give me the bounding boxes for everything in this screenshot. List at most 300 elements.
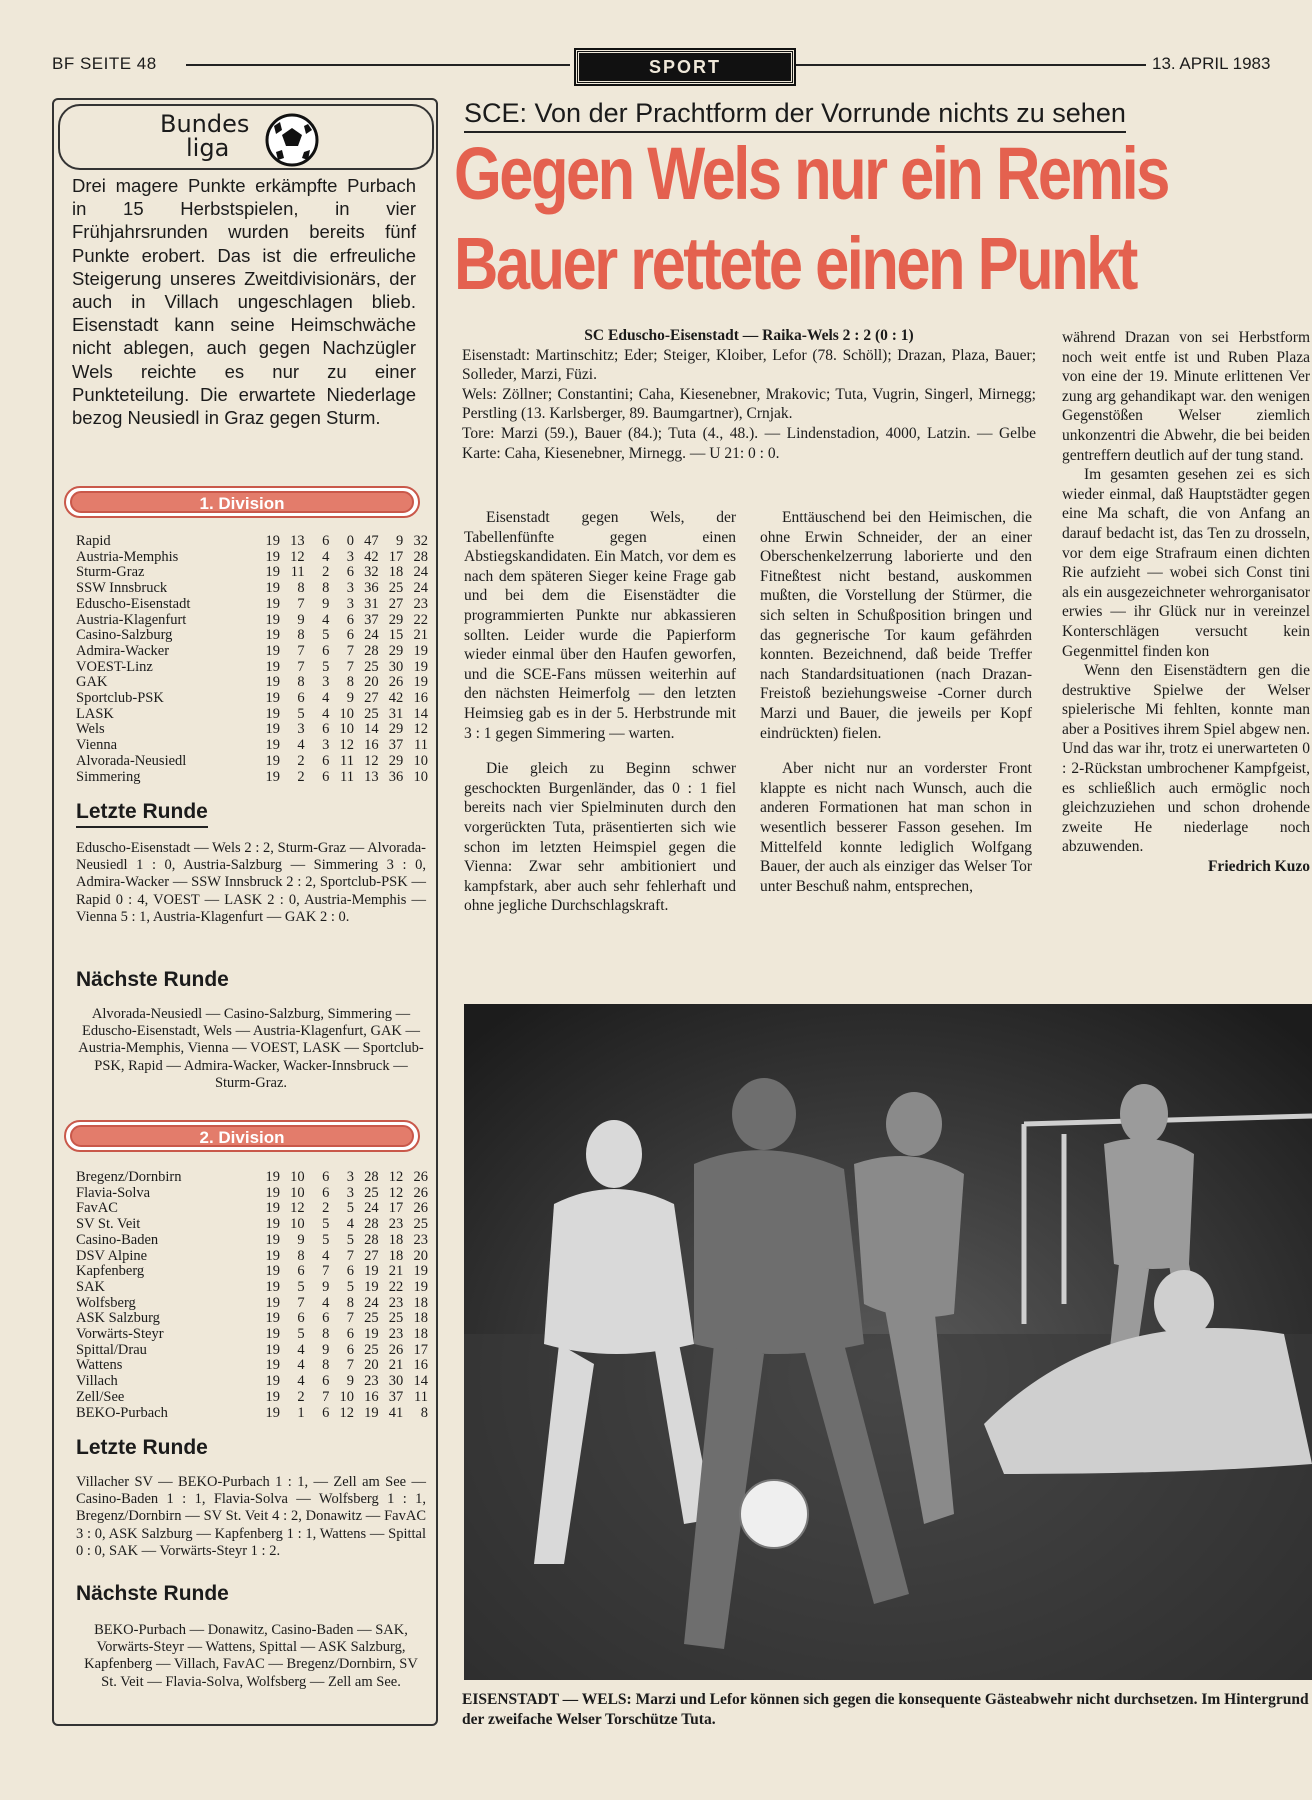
headline-line1: Gegen Wels nur ein Remis — [454, 132, 1168, 215]
stat-cell: 3 — [346, 580, 354, 597]
match-facts — [462, 326, 1036, 463]
division2-last-round-text: Villacher SV — BEKO-Purbach 1 : 1, — Zell am See — Casino-Baden 1 : 1, Flavia-Solva — Wolfsberg 1 : 1, Bregenz/Dornbirn — SV St. Veit 4 : 2, Donawitz — FavAC 3 : 0, ASK Salzburg — Kapfenberg 1 : 1, Wattens — Spittal 0 : 0, SAK — Vorwärts-Steyr 1 : 2. — [76, 1474, 426, 1559]
standings-row — [76, 581, 428, 597]
stat-cell: 8 — [297, 580, 305, 597]
stat-cell: 26 — [388, 1341, 404, 1358]
standings-row — [76, 1390, 428, 1406]
stat-cell: 4 — [322, 690, 330, 707]
team-name: LASK — [76, 705, 114, 722]
stat-cell: 6 — [322, 1184, 330, 1201]
stat-cell: 25 — [364, 1310, 379, 1327]
standings-row — [76, 660, 428, 676]
team-name: Wels — [76, 721, 105, 738]
stat-cell: 22 — [413, 611, 428, 628]
stat-cell: 19 — [265, 737, 281, 754]
stat-cell: 11 — [414, 1388, 428, 1405]
stat-cell: 7 — [297, 658, 305, 675]
team-name: Austria-Klagenfurt — [76, 611, 187, 628]
bundesliga-logo-box — [58, 104, 434, 170]
stat-cell: 25 — [388, 1310, 404, 1327]
stat-cell: 27 — [388, 595, 404, 612]
standings-row — [76, 738, 428, 754]
team-name: Sturm-Graz — [76, 564, 145, 581]
stat-cell: 7 — [322, 1388, 330, 1405]
team-name: Sportclub-PSK — [76, 690, 164, 707]
stat-cell: 19 — [265, 1200, 281, 1217]
stat-cell: 25 — [388, 580, 404, 597]
stat-cell: 36 — [364, 580, 379, 597]
standings-row — [76, 1327, 428, 1343]
stat-cell: 27 — [364, 690, 379, 707]
stat-cell: 19 — [265, 1263, 281, 1280]
stat-cell: 12 — [413, 721, 428, 738]
division2-last-round-heading: Letzte Runde — [76, 1436, 208, 1459]
stat-cell: 25 — [364, 705, 379, 722]
team-name: Casino-Salzburg — [76, 627, 173, 644]
stat-cell: 4 — [297, 1341, 305, 1358]
stat-cell: 6 — [322, 1310, 330, 1327]
stat-cell: 10 — [290, 1184, 305, 1201]
stat-cell: 27 — [364, 1247, 379, 1264]
division1-banner — [64, 486, 420, 518]
stat-cell: 16 — [413, 1357, 428, 1374]
stat-cell: 9 — [297, 611, 305, 628]
stat-cell: 12 — [364, 752, 379, 769]
team-name: Zell/See — [76, 1388, 125, 1405]
stat-cell: 24 — [413, 580, 428, 597]
stat-cell: 2 — [322, 1200, 330, 1217]
stat-cell: 37 — [388, 1388, 404, 1405]
stat-cell: 19 — [413, 658, 428, 675]
stat-cell: 30 — [388, 1373, 404, 1390]
stat-cell: 8 — [420, 1404, 428, 1421]
stat-cell: 6 — [297, 1263, 305, 1280]
standings-row — [76, 707, 428, 723]
stat-cell: 29 — [388, 721, 404, 738]
standings-row — [76, 1406, 428, 1422]
stat-cell: 7 — [346, 1357, 354, 1374]
division2-next-round-heading: Nächste Runde — [76, 1582, 229, 1605]
stat-cell: 7 — [346, 642, 354, 659]
stat-cell: 4 — [322, 705, 330, 722]
stat-cell: 5 — [322, 1216, 330, 1233]
stat-cell: 7 — [297, 1294, 305, 1311]
stat-cell: 19 — [265, 1388, 281, 1405]
lineup-wels: Wels: Zöllner; Constantini; Caha, Kiesenebner, Mrakovic; Tuta, Vugrin, Singerl, Mirnegg; Perstling (13. Karlsberger, 89. Baumgartner), Crnjak. — [462, 385, 1036, 423]
stat-cell: 5 — [322, 658, 330, 675]
stat-cell: 11 — [290, 564, 305, 581]
stat-cell: 9 — [346, 690, 354, 707]
team-name: Casino-Baden — [76, 1231, 159, 1248]
stat-cell: 19 — [265, 1404, 281, 1421]
stat-cell: 6 — [322, 533, 330, 549]
stat-cell: 12 — [339, 737, 354, 754]
stat-cell: 14 — [413, 705, 428, 722]
stat-cell: 29 — [388, 611, 404, 628]
stat-cell: 25 — [364, 658, 379, 675]
stat-cell: 10 — [339, 705, 354, 722]
stat-cell: 20 — [413, 1247, 428, 1264]
bundesliga-sidebar — [52, 98, 438, 1726]
stat-cell: 17 — [413, 1341, 428, 1358]
stat-cell: 5 — [297, 705, 305, 722]
stat-cell: 26 — [413, 1184, 428, 1201]
standings-row — [76, 1343, 428, 1359]
col3-paragraph: Im gesamten gesehen zei es sich wieder einmal, daß Hauptstädter gegen eine Ma schaft, die von Anfang an darauf bedacht ist, das Ten zu drosseln, vor dem eige Strafraum einen dichten Rie aufzieht — wobei sich Const tini als ein ausgezeichneter wehrorganisator erwies — ihr Glück nur in vereinzel Konterschlägen versucht kein Gegenmittel finden kon — [1062, 466, 1310, 660]
stat-cell: 19 — [265, 658, 281, 675]
team-name: Villach — [76, 1373, 118, 1390]
stat-cell: 23 — [388, 1326, 404, 1343]
stat-cell: 19 — [265, 752, 281, 769]
team-name: Wattens — [76, 1357, 123, 1374]
team-name: VOEST-Linz — [76, 658, 153, 675]
stat-cell: 8 — [297, 1247, 305, 1264]
stat-cell: 7 — [346, 1310, 354, 1327]
team-name: Admira-Wacker — [76, 642, 170, 659]
stat-cell: 19 — [413, 642, 428, 659]
col2-paragraph: Aber nicht nur an vorderster Front klappte es nicht nach Wunsch, auch die anderen Formationen hat man schon in wesentlich besserer Fasson gesehen. Im Mittelfeld konnte lediglich Wolfgang Bauer, der auch als einziger das Welser Tor unter Beschuß nahm, entsprechen, — [760, 760, 1032, 895]
stat-cell: 19 — [413, 1278, 428, 1295]
lineup-eisenstadt: Eisenstadt: Martinschitz; Eder; Steiger, Kloiber, Lefor (78. Schöll); Drazan, Plaza, Bauer; Solleder, Marzi, Füzi. — [462, 346, 1036, 384]
standings-row — [76, 770, 428, 786]
stat-cell: 16 — [364, 1388, 379, 1405]
stat-cell: 6 — [346, 627, 354, 644]
stat-cell: 4 — [322, 1294, 330, 1311]
standings-row — [76, 644, 428, 660]
stat-cell: 9 — [297, 1231, 305, 1248]
team-name: FavAC — [76, 1200, 118, 1217]
col3-paragraph: Wenn den Eisenstädtern gen die destruktive Spielwe der Welser spielerische Mi fehlten, konnte man aber a Positives ihrem Spiel abgew nen. Und das war ihr, trotz ei unerwarteten 0 : 2-Rückstan umbrochener Kampfgeist, es schließlich auch ermöglic noch gleichzuziehen und schon drohende zweite He niederlage noch abzuwenden. — [1062, 662, 1310, 856]
division1-next-round-text: Alvorada-Neusiedl — Casino-Salzburg, Simmering — Eduscho-Eisenstadt, Wels — Austria-Klagenfurt, GAK — Austria-Memphis, Vienna — VOEST, LASK — Sportclub-PSK, Rapid — Admira-Wacker, Wacker-Innsbruck — Sturm-Graz. — [78, 1006, 424, 1091]
stat-cell: 4 — [346, 1216, 354, 1233]
stat-cell: 19 — [265, 1216, 281, 1233]
stat-cell: 9 — [346, 1373, 354, 1390]
standings-row — [76, 1296, 428, 1312]
stat-cell: 19 — [265, 1294, 281, 1311]
stat-cell: 8 — [346, 1294, 354, 1311]
stat-cell: 18 — [413, 1294, 428, 1311]
stat-cell: 3 — [346, 1184, 354, 1201]
stat-cell: 31 — [364, 595, 379, 612]
team-name: Vorwärts-Steyr — [76, 1326, 164, 1343]
standings-row — [76, 722, 428, 738]
stat-cell: 21 — [388, 1357, 404, 1374]
team-name: Eduscho-Eisenstadt — [76, 595, 191, 612]
stat-cell: 5 — [346, 1231, 354, 1248]
stat-cell: 19 — [265, 595, 281, 612]
team-name: Spittal/Drau — [76, 1341, 147, 1358]
standings-row — [76, 1280, 428, 1296]
stat-cell: 2 — [297, 768, 305, 785]
stat-cell: 5 — [346, 1200, 354, 1217]
stat-cell: 21 — [413, 627, 428, 644]
stat-cell: 1 — [297, 1404, 305, 1421]
team-name: Wolfsberg — [76, 1294, 136, 1311]
stat-cell: 12 — [290, 548, 305, 565]
stat-cell: 19 — [265, 1326, 281, 1343]
team-name: BEKO-Purbach — [76, 1404, 168, 1421]
stat-cell: 29 — [388, 642, 404, 659]
stat-cell: 7 — [346, 1247, 354, 1264]
stat-cell: 19 — [413, 1263, 428, 1280]
standings-row — [76, 565, 428, 581]
stat-cell: 19 — [265, 1310, 281, 1327]
stat-cell: 12 — [339, 1404, 354, 1421]
stat-cell: 36 — [388, 768, 404, 785]
team-name: Austria-Memphis — [76, 548, 179, 565]
stat-cell: 8 — [322, 1357, 330, 1374]
logo-line1: Bundes — [160, 110, 250, 138]
standings-row — [76, 1374, 428, 1390]
stat-cell: 28 — [364, 1216, 379, 1233]
stat-cell: 26 — [388, 674, 404, 691]
stat-cell: 9 — [322, 1278, 330, 1295]
page-label: BF SEITE 48 — [52, 54, 157, 73]
stat-cell: 9 — [396, 533, 404, 549]
stat-cell: 24 — [364, 1294, 379, 1311]
stat-cell: 14 — [413, 1373, 428, 1390]
section-label: SPORT — [576, 50, 794, 84]
standings-row — [76, 1233, 428, 1249]
standings-row — [76, 1217, 428, 1233]
stat-cell: 5 — [322, 627, 330, 644]
stat-cell: 19 — [265, 642, 281, 659]
stat-cell: 3 — [346, 595, 354, 612]
team-name: Alvorada-Neusiedl — [76, 752, 187, 769]
stat-cell: 28 — [364, 642, 379, 659]
stat-cell: 26 — [413, 1169, 428, 1185]
stat-cell: 5 — [322, 1231, 330, 1248]
team-name: SSW Innsbruck — [76, 580, 168, 597]
stat-cell: 26 — [413, 1200, 428, 1217]
stat-cell: 22 — [388, 1278, 404, 1295]
stat-cell: 30 — [388, 658, 404, 675]
football-scene-image — [464, 1004, 1312, 1680]
stat-cell: 8 — [297, 627, 305, 644]
stat-cell: 11 — [414, 737, 428, 754]
stat-cell: 19 — [265, 1357, 281, 1374]
stat-cell: 14 — [364, 721, 379, 738]
stat-cell: 6 — [322, 752, 330, 769]
article-kicker: SCE: Von der Prachtform der Vorrunde nichts zu sehen — [464, 98, 1126, 133]
stat-cell: 6 — [346, 611, 354, 628]
division2-banner — [64, 1120, 420, 1152]
stat-cell: 19 — [265, 1247, 281, 1264]
division1-title: 1. Division — [70, 491, 414, 513]
stat-cell: 10 — [413, 768, 428, 785]
match-title: SC Eduscho-Eisenstadt — Raika-Wels 2 : 2 (0 : 1) — [584, 327, 914, 344]
stat-cell: 32 — [413, 533, 428, 549]
stat-cell: 19 — [265, 674, 281, 691]
stat-cell: 19 — [265, 1373, 281, 1390]
stat-cell: 4 — [322, 548, 330, 565]
stat-cell: 15 — [388, 627, 404, 644]
stat-cell: 12 — [388, 1169, 404, 1185]
stat-cell: 8 — [297, 674, 305, 691]
stat-cell: 4 — [322, 1247, 330, 1264]
stat-cell: 23 — [388, 1216, 404, 1233]
stat-cell: 19 — [265, 768, 281, 785]
stat-cell: 19 — [265, 690, 281, 707]
stat-cell: 28 — [413, 548, 428, 565]
standings-row — [76, 1170, 428, 1186]
stat-cell: 7 — [297, 595, 305, 612]
stat-cell: 3 — [322, 674, 330, 691]
standings-row — [76, 1311, 428, 1327]
stat-cell: 25 — [413, 1216, 428, 1233]
stat-cell: 23 — [413, 1231, 428, 1248]
stat-cell: 10 — [413, 752, 428, 769]
stat-cell: 3 — [322, 737, 330, 754]
standings-row — [76, 613, 428, 629]
team-name: Flavia-Solva — [76, 1184, 151, 1201]
stat-cell: 5 — [346, 1278, 354, 1295]
col1-paragraph: Eisenstadt gegen Wels, der Tabellenfünfte gegen einen Abstiegskandidaten. Ein Match, vor dem es nach dem späteren Sieger keine Frage gab und bei dem die Eisenstädter die programmierten Punkte nur abkassieren sollten. Leider wurde die Papierform wieder einmal über den Haufen geworfen, und die SCE-Fans müssen weiterhin auf den nächsten Heimerfolg — den letzten Heimsieg gab es in der 5. Herbstrunde mit 3 : 1 gegen Simmering — warten. — [464, 509, 736, 742]
stat-cell: 24 — [413, 564, 428, 581]
article-column-1 — [464, 508, 736, 932]
photo-caption: EISENSTADT — WELS: Marzi und Lefor können sich gegen die konsequente Gästeabwehr nicht durchsetzen. Im Hintergrund der zweifache Welser Torschütze Tuta. — [462, 1691, 1309, 1728]
stat-cell: 19 — [265, 627, 281, 644]
division1-table — [76, 534, 428, 785]
stat-cell: 32 — [364, 564, 379, 581]
stat-cell: 8 — [322, 1326, 330, 1343]
stat-cell: 19 — [364, 1326, 379, 1343]
team-name: ASK Salzburg — [76, 1310, 160, 1327]
stat-cell: 42 — [364, 548, 379, 565]
standings-row — [76, 691, 428, 707]
stat-cell: 20 — [364, 674, 379, 691]
stat-cell: 28 — [364, 1169, 379, 1185]
stat-cell: 19 — [364, 1404, 379, 1421]
stat-cell: 2 — [322, 564, 330, 581]
stat-cell: 16 — [413, 690, 428, 707]
stat-cell: 37 — [388, 737, 404, 754]
stat-cell: 6 — [297, 1310, 305, 1327]
stat-cell: 19 — [265, 580, 281, 597]
standings-row — [76, 550, 428, 566]
team-name: Kapfenberg — [76, 1263, 145, 1280]
stat-cell: 9 — [322, 1341, 330, 1358]
issue-date: 13. APRIL 1983 — [1152, 54, 1271, 73]
team-name: DSV Alpine — [76, 1247, 148, 1264]
stat-cell: 17 — [388, 1200, 404, 1217]
standings-row — [76, 534, 428, 550]
stat-cell: 4 — [297, 737, 305, 754]
stat-cell: 12 — [290, 1200, 305, 1217]
stat-cell: 7 — [346, 658, 354, 675]
stat-cell: 16 — [364, 737, 379, 754]
logo-line2: liga — [186, 134, 230, 162]
col2-paragraph: Enttäuschend bei den Heimischen, die ohne Erwin Schneider, der an einer Oberschenkelzerrung laborierte und den Fitneßtest nicht bestand, auskommen mußten, die Vorstellung der Stürmer, die sich selten in Schußposition bringen und das gegnerische Tor kaum gefährden konnten. Bezeichnend, daß beide Treffer nach Standardsituationen (nach Drazan-Freistoß beziehungsweise -Corner durch Marzi und Bauer, die jeweils per Kopf eindrückten) fielen. — [760, 509, 1032, 742]
standings-row — [76, 1201, 428, 1217]
stat-cell: 6 — [346, 1326, 354, 1343]
stat-cell: 19 — [265, 611, 281, 628]
stat-cell: 41 — [388, 1404, 404, 1421]
stat-cell: 13 — [290, 533, 305, 549]
headline-line2: Bauer rettete einen Punkt — [454, 222, 1136, 305]
stat-cell: 25 — [364, 1184, 379, 1201]
stat-cell: 6 — [322, 642, 330, 659]
stat-cell: 0 — [346, 533, 354, 549]
match-photo — [464, 1004, 1312, 1680]
stat-cell: 20 — [364, 1357, 379, 1374]
team-name: Bregenz/Dornbirn — [76, 1169, 182, 1185]
stat-cell: 18 — [388, 564, 404, 581]
stat-cell: 4 — [297, 1373, 305, 1390]
stat-cell: 19 — [265, 705, 281, 722]
stat-cell: 6 — [346, 1263, 354, 1280]
stat-cell: 19 — [265, 721, 281, 738]
stat-cell: 8 — [346, 674, 354, 691]
stat-cell: 19 — [413, 674, 428, 691]
stat-cell: 12 — [388, 1184, 404, 1201]
stat-cell: 6 — [346, 1341, 354, 1358]
standings-row — [76, 1264, 428, 1280]
stat-cell: 3 — [346, 1169, 354, 1185]
stat-cell: 4 — [322, 611, 330, 628]
stat-cell: 2 — [297, 752, 305, 769]
stat-cell: 24 — [364, 1200, 379, 1217]
team-name: Vienna — [76, 737, 118, 754]
standings-row — [76, 597, 428, 613]
header-rule-right — [796, 64, 1146, 66]
stat-cell: 4 — [297, 1357, 305, 1374]
stat-cell: 42 — [388, 690, 404, 707]
stat-cell: 19 — [265, 1278, 281, 1295]
goals-line: Tore: Marzi (59.), Bauer (84.); Tuta (4., 48.). — Lindenstadion, 4000, Latzin. — Gelbe Karte: Caha, Kiesenebner, Mirnegg. — U 21: 0 : 0. — [462, 424, 1036, 462]
stat-cell: 25 — [364, 1341, 379, 1358]
division2-title: 2. Division — [70, 1125, 414, 1147]
stat-cell: 11 — [340, 768, 354, 785]
stat-cell: 19 — [364, 1263, 379, 1280]
stat-cell: 19 — [265, 564, 281, 581]
stat-cell: 24 — [364, 627, 379, 644]
standings-row — [76, 1358, 428, 1374]
sidebar-intro: Drei magere Punkte erkämpfte Purbach in 15 Herbstspielen, in vier Frühjahrsrunden wurden bereits fünf Punkte erobert. Das ist die erfreuliche Steigerung unseres Zweitdivisionärs, der auch in Villach ungeschlagen blieb. Eisenstadt kann seine Heimschwäche nicht ablegen, auch gegen Nachzügler Wels reichte es nur zu einer Punkteteilung. Die erwartete Niederlage bezog Neusiedl in Graz gegen Sturm. — [72, 175, 416, 429]
stat-cell: 5 — [297, 1326, 305, 1343]
stat-cell: 23 — [388, 1294, 404, 1311]
stat-cell: 5 — [297, 1278, 305, 1295]
standings-row — [76, 628, 428, 644]
stat-cell: 6 — [322, 721, 330, 738]
team-name: GAK — [76, 674, 108, 691]
stat-cell: 47 — [364, 533, 379, 549]
stat-cell: 3 — [297, 721, 305, 738]
stat-cell: 37 — [364, 611, 379, 628]
division2-table — [76, 1170, 428, 1421]
stat-cell: 6 — [297, 690, 305, 707]
football-icon — [264, 112, 320, 168]
stat-cell: 23 — [364, 1373, 379, 1390]
team-name: SV St. Veit — [76, 1216, 141, 1233]
col3-paragraph: während Drazan von sei Herbstform noch weit entfe ist und Ruben Plaza von eine der 19. Minute erlittenen Ver zung arg gehandikapt war. den wenigen Gegenstößen Welser ziemlich unkonzentri die Abwehr, die bei beiden gentreffern deutlich auf der tung stand. — [1062, 329, 1310, 464]
stat-cell: 18 — [413, 1310, 428, 1327]
standings-row — [76, 1249, 428, 1265]
article-author: Friedrich Kuzo — [1207, 858, 1310, 876]
stat-cell: 8 — [322, 580, 330, 597]
stat-cell: 21 — [388, 1263, 404, 1280]
stat-cell: 19 — [265, 533, 281, 549]
stat-cell: 10 — [290, 1169, 305, 1185]
stat-cell: 19 — [265, 1169, 281, 1185]
team-name: SAK — [76, 1278, 106, 1295]
division1-last-round-text: Eduscho-Eisenstadt — Wels 2 : 2, Sturm-Graz — Alvorada-Neusiedl 1 : 0, Austria-Salzburg — Simmering 3 : 0, Admira-Wacker — SSW Innsbruck 2 : 2, Sportclub-PSK — Rapid 0 : 4, VOEST — LASK 2 : 0, Austria-Memphis — Vienna 5 : 1, Austria-Klagenfurt — GAK 2 : 0. — [76, 840, 426, 925]
stat-cell: 18 — [413, 1326, 428, 1343]
stat-cell: 19 — [265, 1231, 281, 1248]
article-column-3 — [1062, 328, 1310, 1002]
header-rule-left — [186, 64, 570, 66]
stat-cell: 29 — [388, 752, 404, 769]
